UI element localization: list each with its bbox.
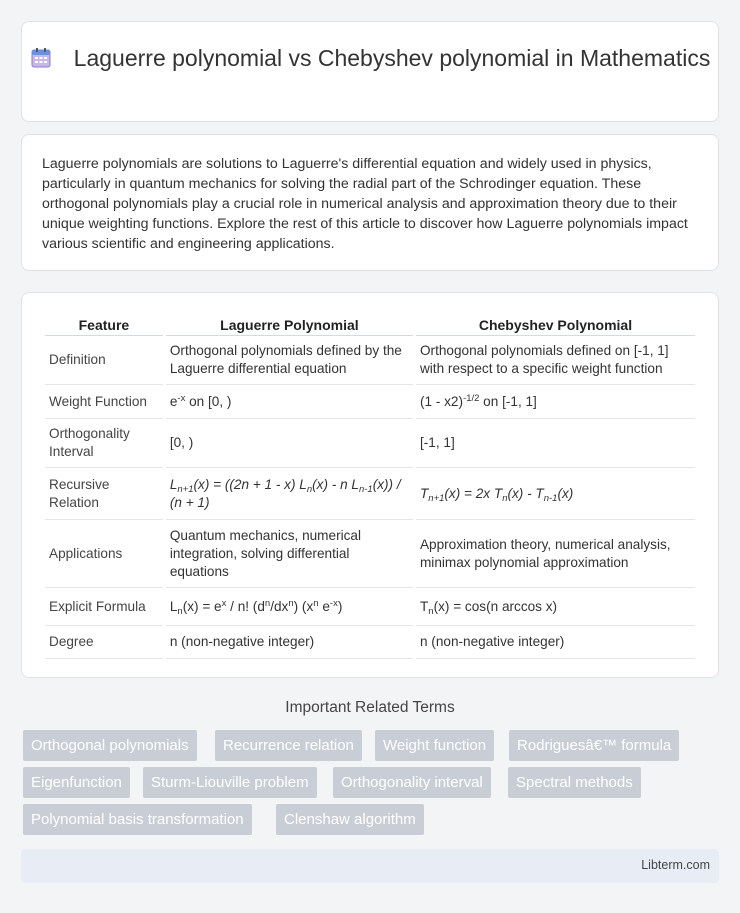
- related-term-tag[interactable]: Spectral methods: [508, 767, 641, 798]
- related-terms-heading: Important Related Terms: [285, 699, 455, 716]
- row-feature: Definition: [45, 336, 163, 385]
- header-laguerre: Laguerre Polynomial: [166, 315, 413, 336]
- table-row: [45, 520, 695, 588]
- row-feature: Weight Function: [45, 385, 163, 419]
- row-chebyshev: Orthogonal polynomials defined on [-1, 1] with respect to a specific weight function: [416, 336, 695, 385]
- row-feature: Orthogonality Interval: [45, 419, 163, 468]
- row-feature: Explicit Formula: [45, 588, 163, 626]
- table-header-row: [45, 315, 695, 336]
- related-term-tag[interactable]: Recurrence relation: [215, 730, 362, 761]
- row-laguerre: n (non-negative integer): [166, 626, 413, 659]
- row-laguerre: $L_{n+1}(x) = ((2n + 1 - x)$ $L_n(x)$ - n $L_{n-1}(x)) / (n + 1)$: [166, 468, 413, 520]
- related-term-tag[interactable]: Sturm-Liouville problem: [143, 767, 317, 798]
- related-term-tag[interactable]: Eigenfunction: [23, 767, 130, 798]
- row-chebyshev: Approximation theory, numerical analysis, minimax polynomial approximation: [416, 520, 695, 588]
- row-chebyshev: (1 - x2)$^{-1/2}$ on [-1, 1]: [416, 385, 695, 419]
- row-feature: Degree: [45, 626, 163, 659]
- row-feature: Applications: [45, 520, 163, 588]
- header-chebyshev: Chebyshev Polynomial: [416, 315, 695, 336]
- row-chebyshev: n (non-negative integer): [416, 626, 695, 659]
- calendar-icon: [30, 47, 52, 69]
- row-laguerre: Orthogonal polynomials defined by the Laguerre differential equation: [166, 336, 413, 385]
- related-term-tag[interactable]: Orthogonality interval: [333, 767, 491, 798]
- row-laguerre: $e^{-x}$ on [0, ): [166, 385, 413, 419]
- footer: [21, 849, 719, 883]
- table-row: [45, 385, 695, 419]
- row-chebyshev: $T_n(x) = \cos(n$ arccos x): [416, 588, 695, 626]
- row-chebyshev: [-1, 1]: [416, 419, 695, 468]
- comparison-table-card: [21, 292, 719, 678]
- header-feature: Feature: [45, 315, 163, 336]
- table-row: [45, 336, 695, 385]
- row-chebyshev: $T_{n+1}(x) = 2x$ $T_n(x) - T_{n-1}(x)$: [416, 468, 695, 520]
- row-laguerre: $L_n(x) = e^x / n$! $(d^n/dx^n)$ ($x^n$ $e^{-x}$): [166, 588, 413, 626]
- related-term-tag[interactable]: Polynomial basis transformation: [23, 804, 252, 835]
- table-row: [45, 588, 695, 626]
- comparison-table: [42, 315, 698, 659]
- related-term-tag[interactable]: Clenshaw algorithm: [276, 804, 424, 835]
- intro-card: [21, 134, 719, 271]
- related-term-tag[interactable]: Weight function: [375, 730, 494, 761]
- intro-paragraph: Laguerre polynomials are solutions to Laguerre's differential equation and widely used in physics, particularly in quantum mechanics for solving the radial part of the Schrodinger equation. These orthogonal polynomials play a crucial role in numerical analysis and approximation theory due to their unique weighting functions. Explore the rest of this article to discover how Laguerre polynomials impact various scientific and engineering applications.: [42, 156, 688, 252]
- footer-site-link[interactable]: Libterm.com: [641, 858, 710, 872]
- row-feature: Recursive Relation: [45, 468, 163, 520]
- row-laguerre: [0, ): [166, 419, 413, 468]
- title-card: [21, 21, 719, 122]
- table-row: [45, 468, 695, 520]
- related-term-tag[interactable]: Orthogonal polynomials: [23, 730, 197, 761]
- page-title: Laguerre polynomial vs Chebyshev polynomial in Mathematics: [73, 45, 711, 71]
- row-laguerre: Quantum mechanics, numerical integration, solving differential equations: [166, 520, 413, 588]
- table-row: [45, 419, 695, 468]
- related-term-tag[interactable]: Rodriguesâ€™ formula: [509, 730, 679, 761]
- table-row: [45, 626, 695, 659]
- page-title-wrap: [22, 44, 718, 73]
